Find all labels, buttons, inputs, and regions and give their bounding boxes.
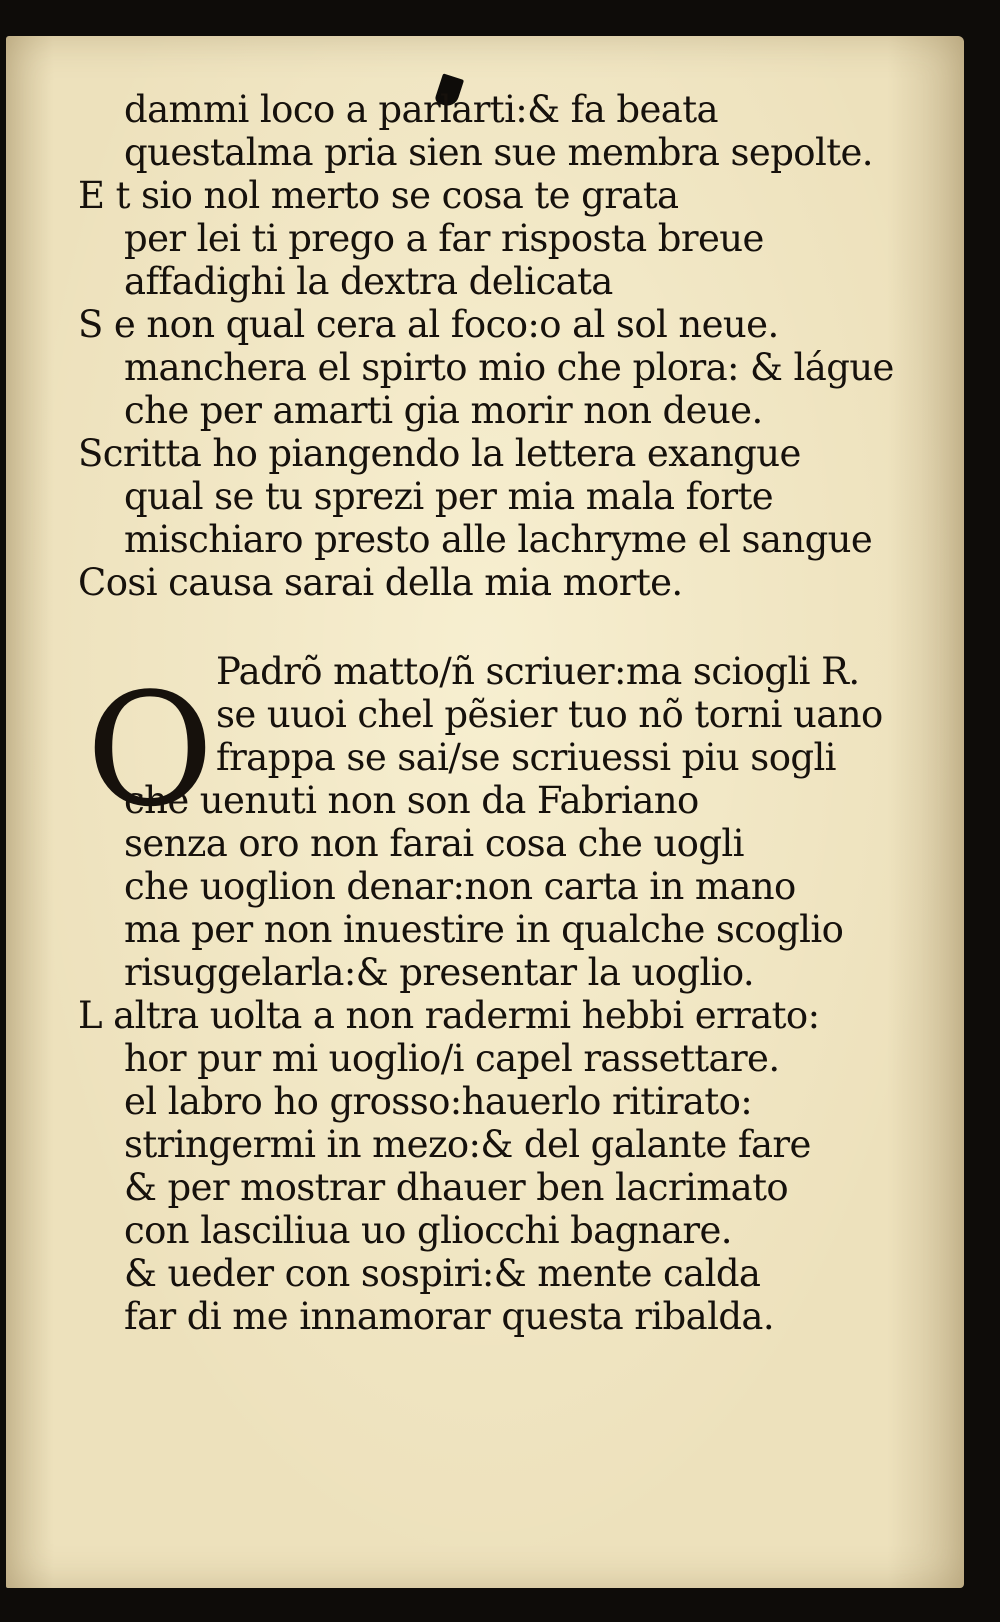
text-line: S e non qual cera al foco:o al sol neue. bbox=[78, 303, 779, 346]
text-line: che uoglion denar:non carta in mano bbox=[124, 865, 796, 908]
text-line: qual se tu sprezi per mia mala forte bbox=[124, 475, 774, 518]
text-line: ma per non inuestire in qualche scoglio bbox=[124, 908, 844, 951]
text-line: senza oro non farai cosa che uogli bbox=[124, 822, 744, 865]
text-line: Scritta ho piangendo la lettera exangue bbox=[78, 432, 801, 475]
text-line: & per mostrar dhauer ben lacrimato bbox=[124, 1166, 789, 1209]
text-line: che per amarti gia morir non deue. bbox=[124, 389, 763, 432]
text-line: se uuoi chel pẽsier tuo nõ torni uano bbox=[216, 693, 883, 736]
drop-cap: O bbox=[86, 659, 214, 841]
text-line: frappa se sai/se scriuessi piu sogli bbox=[216, 736, 836, 779]
text-line: stringermi in mezo:& del galante fare bbox=[124, 1123, 811, 1166]
text-line: mischiaro presto alle lachryme el sangue bbox=[124, 518, 873, 561]
text-line: con lasciliua uo gliocchi bagnare. bbox=[124, 1209, 732, 1252]
text-line: & ueder con sospiri:& mente calda bbox=[124, 1252, 761, 1295]
text-line: manchera el spirto mio che plora: & lágue bbox=[124, 346, 894, 389]
text-line: risuggelarla:& presentar la uoglio. bbox=[124, 951, 755, 994]
book-page bbox=[6, 36, 964, 1588]
text-line: L altra uolta a non radermi hebbi errato: bbox=[78, 994, 820, 1037]
text-line: hor pur mi uoglio/i capel rassettare. bbox=[124, 1037, 780, 1080]
text-line: per lei ti prego a far risposta breue bbox=[124, 217, 764, 260]
text-line: dammi loco a parlarti:& fa beata bbox=[124, 88, 718, 131]
text-line: el labro ho grosso:hauerlo ritirato: bbox=[124, 1080, 753, 1123]
text-line: affadighi la dextra delicata bbox=[124, 260, 613, 303]
text-line: Cosi causa sarai della mia morte. bbox=[78, 561, 683, 604]
text-line: E t sio nol merto se cosa te grata bbox=[78, 174, 679, 217]
text-line: far di me innamorar questa ribalda. bbox=[124, 1295, 775, 1338]
text-line: Padrõ matto/ñ scriuer:ma sciogli R. bbox=[216, 650, 860, 693]
text-line: che uenuti non son da Fabriano bbox=[124, 779, 699, 822]
text-line: questalma pria sien sue membra sepolte. bbox=[124, 131, 873, 174]
